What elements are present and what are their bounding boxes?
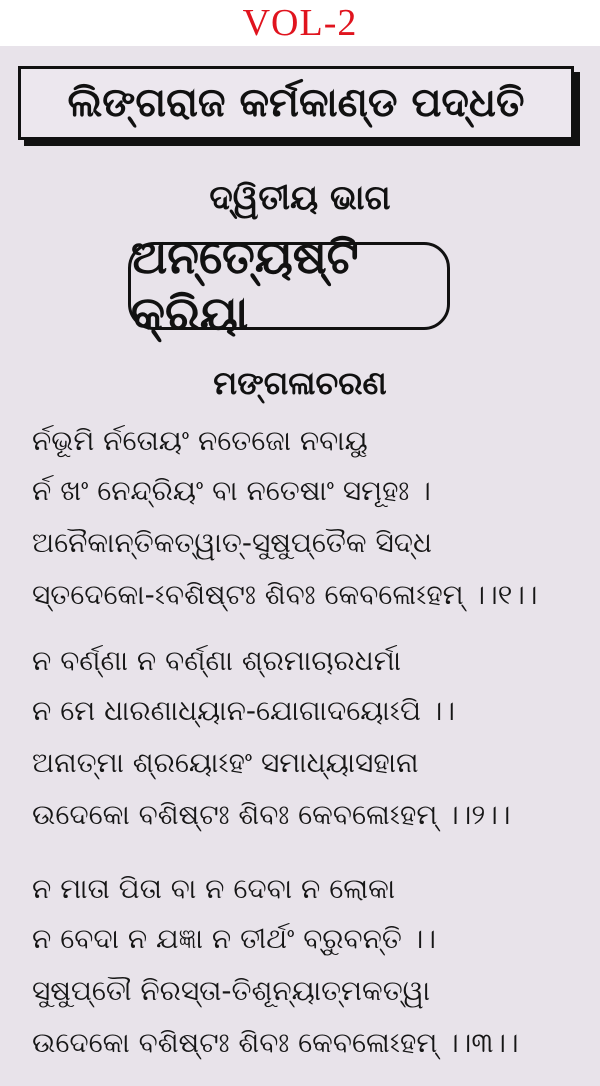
verse-3-line-3: ସୁଷୁପ୍ତୌ ନିରସ୍ତା-ତିଶୂନ୍ୟାତ୍ମକତ୍ୱା (32, 974, 431, 1007)
invocation-heading: ମଙ୍ଗଳାଚରଣ (213, 364, 387, 402)
verse-3-line-1: ନ ମାତା ପିତା ବା ନ ଦେବା ନ ଲୋକା (32, 872, 396, 905)
verse-3-line-2: ନ ବେଦା ନ ଯଜ୍ଞା ନ ତୀର୍ଥଂ ବ୍ରୁବନ୍ତି ।। (32, 922, 436, 955)
verse-1-line-3: ଅନୈକାନ୍ତିକତ୍ୱାତ୍-ସୁଷୁପ୍ତୈକ ସିଦ୍ଧ (32, 526, 432, 559)
verse-2-line-2: ନ ମେ ଧାରଣାଧ୍ୟାନ-ଯୋଗାଦୟୋଽପି ।। (32, 694, 456, 727)
verse-2-line-4: ଉଦେକୋ ବଶିଷ୍ଟଃ ଶିବଃ କେବଳୋଽହମ୍ ।।୨।। (32, 798, 511, 831)
verse-1-line-2: ର୍ନ ଖଂ ନେନ୍ଦ୍ରିୟଂ ବା ନତେଷାଂ ସମୂହଃ । (32, 474, 431, 507)
verse-2-line-3: ଅନାତ୍ମା ଶ୍ରୟୋଽହଂ ସମାଧ୍ୟାସହାନା (32, 746, 419, 779)
verse-1-line-4: ସ୍ତଦେକୋ-ଽବଶିଷ୍ଟଃ ଶିବଃ କେବଳୋଽହମ୍ ।।୧।। (32, 578, 538, 611)
verse-2-line-1: ନ ବର୍ଣ୍ଣା ନ ବର୍ଣ୍ଣା ଶ୍ରମାଚାରଧର୍ମା (32, 644, 402, 677)
volume-label: VOL-2 (242, 2, 358, 44)
part-heading: ଦ୍ୱିତୀୟ ଭାଗ (209, 178, 391, 218)
verse-1-line-1: ର୍ନଭୂମି ର୍ନତୋୟଂ ନତେଜୋ ନବାୟୁ (32, 424, 368, 457)
book-title: ଲିଙ୍ଗରାଜ କର୍ମକାଣ୍ଡ ପଦ୍ଧତି (18, 66, 574, 140)
book-page (0, 46, 600, 1086)
ritual-title: ଅନ୍ତ୍ୟେଷ୍ଟି କ୍ରିୟା (128, 242, 450, 330)
verse-3-line-4: ଉଦେକୋ ବଶିଷ୍ଟଃ ଶିବଃ କେବଳୋଽହମ୍ ।।୩।। (32, 1026, 519, 1059)
